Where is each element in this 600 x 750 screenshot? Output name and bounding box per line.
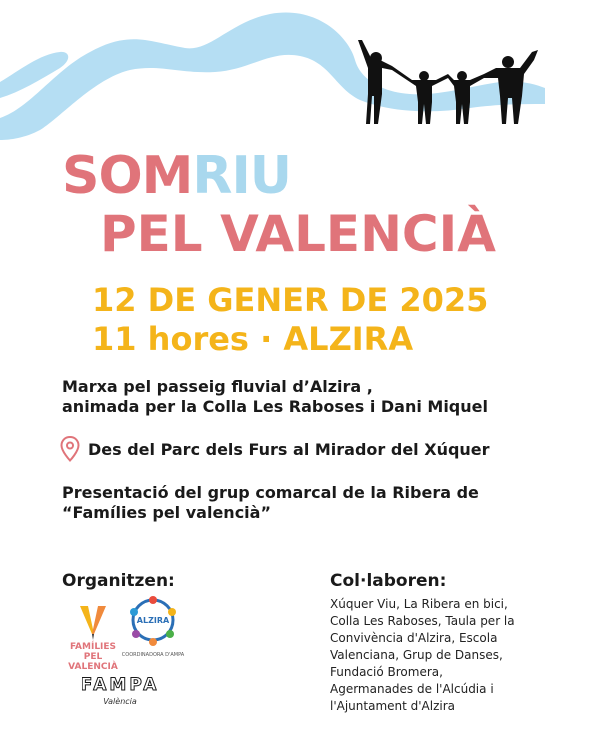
title-som: SOM	[62, 146, 193, 206]
presentation-line-2: “Famílies pel valencià”	[62, 503, 271, 522]
familias-logo-line-2: PEL VALENCIÀ	[68, 652, 118, 672]
ampa-logo	[121, 596, 185, 666]
ampa-logo-word: ALZIRA	[136, 616, 170, 625]
familias-logo	[58, 600, 128, 670]
collaborators-line: Colla Les Raboses, Taula per la	[330, 614, 515, 628]
family-silhouette-icon	[352, 38, 542, 128]
description-line-2: animada per la Colla Les Raboses i Dani Miquel	[62, 397, 488, 416]
collaborators-line: Valenciana, Grup de Danses,	[330, 648, 503, 662]
pencil-v-icon	[58, 600, 128, 644]
collaborators-line: Convivència d'Alzira, Escola	[330, 631, 498, 645]
presentation-line-1: Presentació del grup comarcal de la Ribera de	[62, 483, 479, 502]
fampa-logo	[82, 671, 158, 709]
title-riu: RIU	[192, 146, 292, 206]
collaborators-line: Xúquer Viu, La Ribera en bici,	[330, 597, 508, 611]
title-line-1	[62, 148, 291, 204]
organizers-heading: Organitzen:	[62, 571, 175, 591]
title-line-2: PEL VALENCIÀ	[100, 205, 496, 263]
event-date: 12 DE GENER DE 2025	[92, 281, 489, 319]
svg-text:FAMPA: FAMPA	[82, 675, 158, 695]
location-pin-icon	[60, 436, 80, 462]
collaborators-line: Fundació Bromera,	[330, 665, 443, 679]
collaborators-heading: Col·laboren:	[330, 571, 447, 591]
fampa-letters-icon	[82, 671, 158, 697]
ampa-logo-subtitle: COORDINADORA D'AMPA	[121, 652, 185, 658]
description-line-1: Marxa pel passeig fluvial d’Alzira ,	[62, 377, 373, 396]
route-text: Des del Parc dels Furs al Mirador del Xúquer	[88, 440, 490, 459]
fampa-logo-subtitle: València	[103, 697, 137, 706]
familias-logo-line-1: FAMÍLIES	[69, 642, 117, 652]
collaborators-line: l'Ajuntament d'Alzira	[330, 699, 456, 713]
collaborators-list	[330, 596, 560, 715]
collaborators-line: Agermanades de l'Alcúdia i	[330, 682, 494, 696]
event-time: 11 hores · ALZIRA	[92, 320, 414, 358]
